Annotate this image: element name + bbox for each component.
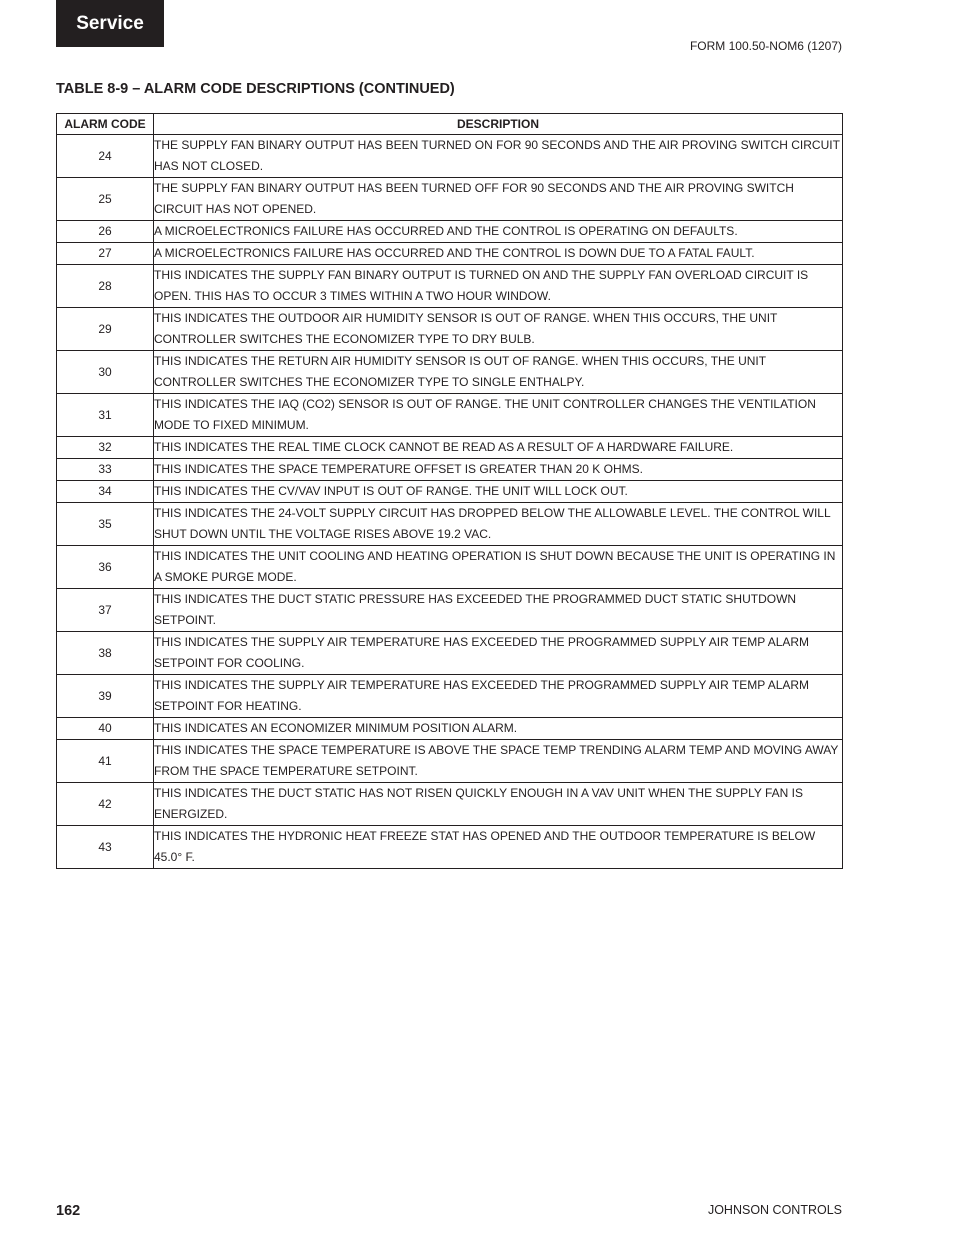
alarm-code-cell: 40 bbox=[57, 718, 154, 740]
alarm-code-cell: 24 bbox=[57, 135, 154, 178]
table-body bbox=[57, 135, 843, 869]
alarm-code-cell: 30 bbox=[57, 351, 154, 394]
alarm-description-cell: THE SUPPLY FAN BINARY OUTPUT HAS BEEN TURNED ON FOR 90 SECONDS AND THE AIR PROVING SWITCH CIRCUIT HAS NOT CLOSED. bbox=[154, 135, 843, 178]
column-header-alarm-code: ALARM CODE bbox=[57, 114, 154, 135]
table-row bbox=[57, 546, 843, 589]
alarm-code-cell: 42 bbox=[57, 783, 154, 826]
alarm-code-cell: 28 bbox=[57, 265, 154, 308]
alarm-description-cell: THE SUPPLY FAN BINARY OUTPUT HAS BEEN TURNED OFF FOR 90 SECONDS AND THE AIR PROVING SWITCH CIRCUIT HAS NOT OPENED. bbox=[154, 178, 843, 221]
table-row bbox=[57, 589, 843, 632]
table-row bbox=[57, 718, 843, 740]
table-row bbox=[57, 632, 843, 675]
alarm-code-cell: 41 bbox=[57, 740, 154, 783]
table-row bbox=[57, 481, 843, 503]
table-row bbox=[57, 221, 843, 243]
alarm-description-cell: THIS INDICATES THE SUPPLY AIR TEMPERATURE HAS EXCEEDED THE PROGRAMMED SUPPLY AIR TEMP ALARM SETPOINT FOR COOLING. bbox=[154, 632, 843, 675]
alarm-code-cell: 26 bbox=[57, 221, 154, 243]
alarm-code-cell: 32 bbox=[57, 437, 154, 459]
alarm-code-cell: 39 bbox=[57, 675, 154, 718]
alarm-description-cell: THIS INDICATES THE UNIT COOLING AND HEATING OPERATION IS SHUT DOWN BECAUSE THE UNIT IS OPERATING IN A SMOKE PURGE MODE. bbox=[154, 546, 843, 589]
table-title: TABLE 8-9 – ALARM CODE DESCRIPTIONS (CONTINUED) bbox=[56, 81, 455, 97]
alarm-description-cell: THIS INDICATES THE CV/VAV INPUT IS OUT OF RANGE. THE UNIT WILL LOCK OUT. bbox=[154, 481, 843, 503]
table-row bbox=[57, 178, 843, 221]
table-header-row bbox=[57, 114, 843, 135]
table-row bbox=[57, 351, 843, 394]
form-number: FORM 100.50-NOM6 (1207) bbox=[689, 39, 842, 53]
alarm-code-cell: 36 bbox=[57, 546, 154, 589]
column-header-description: DESCRIPTION bbox=[154, 114, 843, 135]
table-row bbox=[57, 243, 843, 265]
alarm-code-cell: 34 bbox=[57, 481, 154, 503]
alarm-code-cell: 25 bbox=[57, 178, 154, 221]
alarm-description-cell: THIS INDICATES THE SUPPLY AIR TEMPERATURE HAS EXCEEDED THE PROGRAMMED SUPPLY AIR TEMP ALARM SETPOINT FOR HEATING. bbox=[154, 675, 843, 718]
section-tab: Service bbox=[56, 0, 164, 47]
alarm-description-cell: THIS INDICATES THE 24-VOLT SUPPLY CIRCUIT HAS DROPPED BELOW THE ALLOWABLE LEVEL. THE CONTROL WILL SHUT DOWN UNTIL THE VOLTAGE RISES ABOVE 19.2 VAC. bbox=[154, 503, 843, 546]
alarm-description-cell: THIS INDICATES THE HYDRONIC HEAT FREEZE STAT HAS OPENED AND THE OUTDOOR TEMPERATURE IS BELOW 45.0° F. bbox=[154, 826, 843, 869]
alarm-description-cell: THIS INDICATES THE RETURN AIR HUMIDITY SENSOR IS OUT OF RANGE. WHEN THIS OCCURS, THE UNIT CONTROLLER SWITCHES THE ECONOMIZER TYPE TO SINGLE ENTHALPY. bbox=[154, 351, 843, 394]
alarm-description-cell: A MICROELECTRONICS FAILURE HAS OCCURRED AND THE CONTROL IS DOWN DUE TO A FATAL FAULT. bbox=[154, 243, 843, 265]
alarm-description-cell: THIS INDICATES THE SUPPLY FAN BINARY OUTPUT IS TURNED ON AND THE SUPPLY FAN OVERLOAD CIRCUIT IS OPEN. THIS HAS TO OCCUR 3 TIMES WITHIN A TWO HOUR WINDOW. bbox=[154, 265, 843, 308]
alarm-description-cell: THIS INDICATES THE DUCT STATIC HAS NOT RISEN QUICKLY ENOUGH IN A VAV UNIT WHEN THE SUPPLY FAN IS ENERGIZED. bbox=[154, 783, 843, 826]
alarm-description-cell: THIS INDICATES THE OUTDOOR AIR HUMIDITY SENSOR IS OUT OF RANGE. WHEN THIS OCCURS, THE UNIT CONTROLLER SWITCHES THE ECONOMIZER TYPE TO DRY BULB. bbox=[154, 308, 843, 351]
table-row bbox=[57, 675, 843, 718]
alarm-code-cell: 35 bbox=[57, 503, 154, 546]
table-row bbox=[57, 740, 843, 783]
page-number: 162 bbox=[56, 1203, 81, 1219]
alarm-description-cell: THIS INDICATES THE REAL TIME CLOCK CANNOT BE READ AS A RESULT OF A HARDWARE FAILURE. bbox=[154, 437, 843, 459]
footer-company: JOHNSON CONTROLS bbox=[707, 1203, 842, 1217]
alarm-code-cell: 33 bbox=[57, 459, 154, 481]
alarm-description-cell: A MICROELECTRONICS FAILURE HAS OCCURRED AND THE CONTROL IS OPERATING ON DEFAULTS. bbox=[154, 221, 843, 243]
alarm-description-cell: THIS INDICATES THE SPACE TEMPERATURE IS ABOVE THE SPACE TEMP TRENDING ALARM TEMP AND MOVING AWAY FROM THE SPACE TEMPERATURE SETPOINT. bbox=[154, 740, 843, 783]
alarm-code-cell: 38 bbox=[57, 632, 154, 675]
table-row bbox=[57, 394, 843, 437]
alarm-code-cell: 27 bbox=[57, 243, 154, 265]
alarm-code-cell: 43 bbox=[57, 826, 154, 869]
alarm-code-cell: 31 bbox=[57, 394, 154, 437]
table-row bbox=[57, 265, 843, 308]
alarm-description-cell: THIS INDICATES THE SPACE TEMPERATURE OFFSET IS GREATER THAN 20 K OHMS. bbox=[154, 459, 843, 481]
table-row bbox=[57, 503, 843, 546]
alarm-description-cell: THIS INDICATES AN ECONOMIZER MINIMUM POSITION ALARM. bbox=[154, 718, 843, 740]
table-row bbox=[57, 135, 843, 178]
table-row bbox=[57, 437, 843, 459]
table-row bbox=[57, 459, 843, 481]
alarm-code-cell: 37 bbox=[57, 589, 154, 632]
alarm-description-cell: THIS INDICATES THE IAQ (CO2) SENSOR IS OUT OF RANGE. THE UNIT CONTROLLER CHANGES THE VENTILATION MODE TO FIXED MINIMUM. bbox=[154, 394, 843, 437]
table-row bbox=[57, 783, 843, 826]
table-row bbox=[57, 308, 843, 351]
table-row bbox=[57, 826, 843, 869]
alarm-code-table bbox=[56, 113, 843, 869]
alarm-code-cell: 29 bbox=[57, 308, 154, 351]
alarm-description-cell: THIS INDICATES THE DUCT STATIC PRESSURE HAS EXCEEDED THE PROGRAMMED DUCT STATIC SHUTDOWN SETPOINT. bbox=[154, 589, 843, 632]
